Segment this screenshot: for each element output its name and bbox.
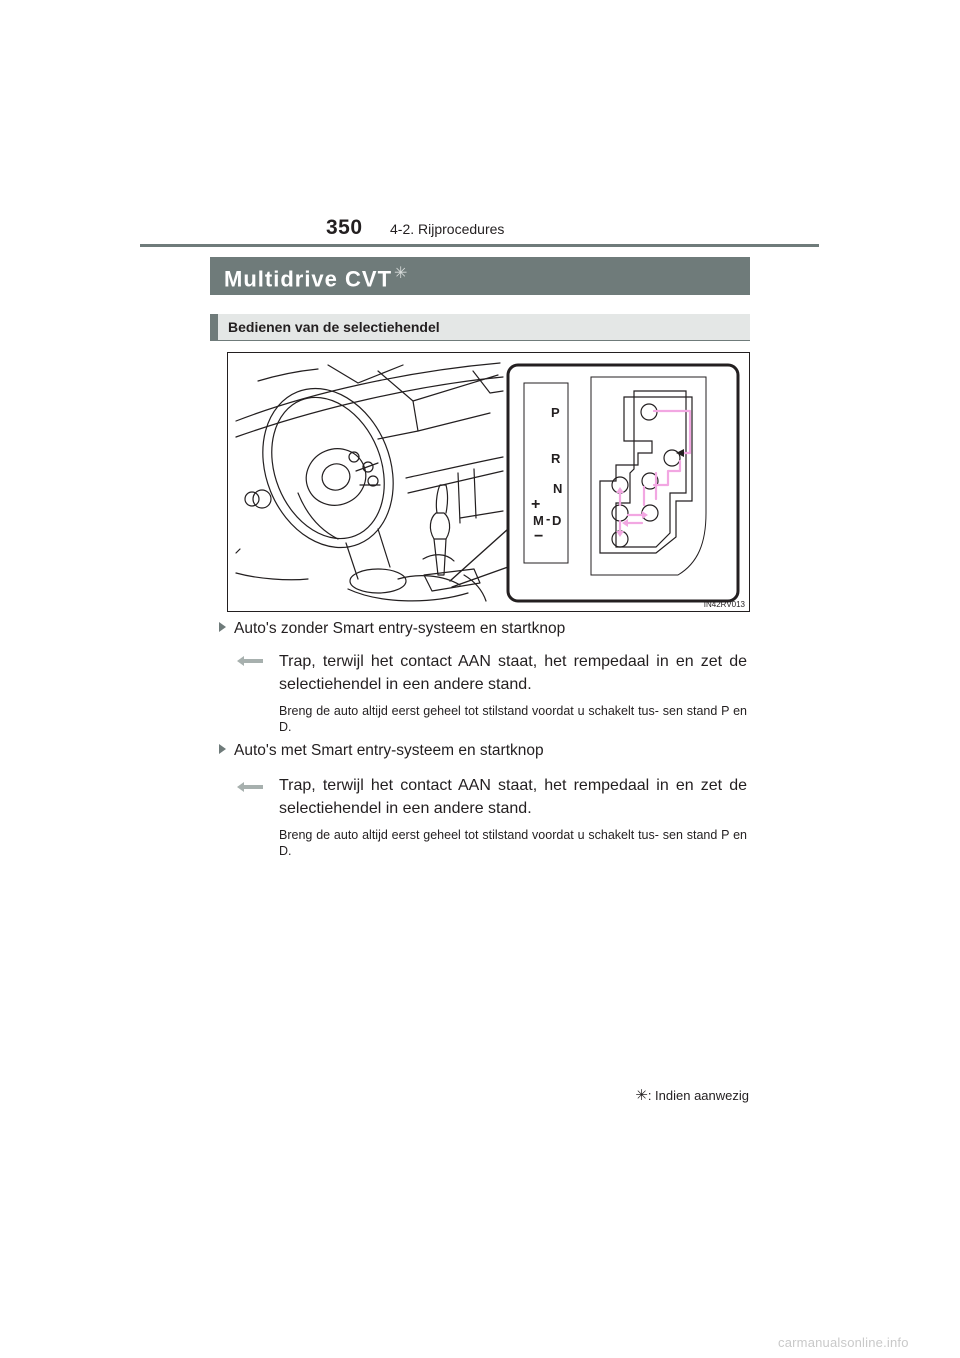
watermark: carmanualsonline.info — [778, 1335, 909, 1350]
footnote-text: : Indien aanwezig — [647, 1088, 749, 1103]
title-bar — [210, 257, 750, 295]
bullet-triangle-icon — [219, 744, 226, 754]
section-heading-1 — [219, 620, 565, 638]
gate-label-d: D — [552, 513, 562, 528]
subheading-text: Bedienen van de selectiehendel — [228, 319, 440, 335]
gate-label-dash: - — [546, 511, 551, 526]
step-text-1: Trap, terwijl het contact AAN staat, het rempedaal in en zet de selectiehendel in een andere stand. — [279, 653, 747, 693]
bullet-triangle-icon — [219, 622, 226, 632]
gate-label-plus: + — [531, 496, 541, 513]
figure-code: IN42RV013 — [703, 600, 745, 609]
title-text: Multidrive CVT — [224, 266, 393, 292]
gate-label-minus: − — [534, 528, 544, 545]
gate-label-p: P — [551, 405, 560, 420]
subheading-accent — [210, 314, 218, 340]
footnote — [635, 1086, 749, 1104]
note-text-1: Breng de auto altijd eerst geheel tot stilstand voordat u schakelt tus- sen stand P en D. — [279, 704, 747, 734]
step-arrow-icon — [237, 656, 263, 666]
section-heading-text: Auto's zonder Smart entry-systeem en startknop — [234, 620, 566, 637]
gate-label-r: R — [551, 451, 561, 466]
step-arrow-icon — [237, 782, 263, 792]
section-breadcrumb: 4-2. Rijprocedures — [390, 221, 505, 237]
section-heading-text: Auto's met Smart entry-systeem en startknop — [234, 742, 544, 759]
optional-marker-icon: ✳ — [635, 1087, 648, 1104]
subheading-bar — [210, 314, 750, 341]
optional-marker-icon: ✳ — [394, 265, 409, 282]
page-number: 350 — [326, 216, 363, 239]
note-text-2: Breng de auto altijd eerst geheel tot stilstand voordat u schakelt tus- sen stand P en D. — [279, 828, 747, 858]
step-text-2: Trap, terwijl het contact AAN staat, het rempedaal in en zet de selectiehendel in een andere stand. — [279, 777, 747, 817]
header-rule — [140, 244, 819, 247]
shift-lever-figure — [227, 352, 750, 612]
cockpit-illustration — [228, 353, 750, 612]
gate-label-m: M — [533, 513, 544, 528]
page-title — [224, 263, 408, 292]
section-heading-2 — [219, 742, 544, 760]
gate-label-n: N — [553, 481, 563, 496]
